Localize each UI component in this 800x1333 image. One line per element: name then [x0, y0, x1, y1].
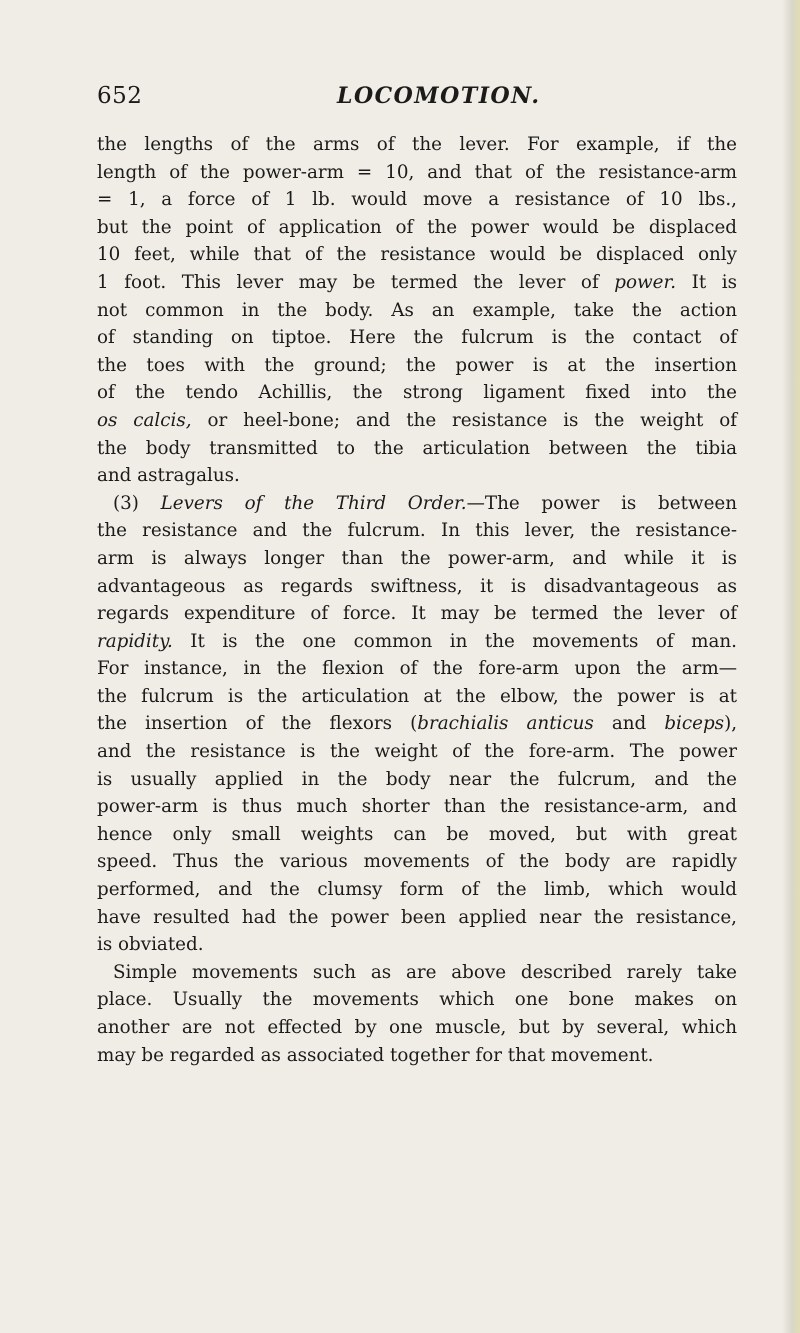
text-line [97, 297, 737, 325]
text-segment: hence only small weights can be moved, but with great [97, 823, 737, 845]
text-line [97, 600, 737, 628]
text-segment: advantageous as regards swiftness, it is disadvantageous as [97, 575, 737, 597]
text-line [97, 324, 737, 352]
text-line [97, 821, 737, 849]
text-line [97, 683, 737, 711]
text-line [97, 214, 737, 242]
text-segment: the toes with the ground; the power is at the insertion [97, 354, 737, 376]
text-segment: —The power is between [466, 492, 737, 514]
body-text [97, 131, 737, 1069]
text-segment: and astragalus. [97, 465, 240, 487]
text-segment: another are not effected by one muscle, but by several, which [97, 1017, 737, 1038]
text-segment: the resistance and the fulcrum. In this lever, the resistance- [97, 520, 737, 542]
text-segment: of standing on tiptoe. Here the fulcrum is the contact of [97, 327, 737, 349]
text-line [97, 876, 737, 904]
text-segment: the fulcrum is the articulation at the elbow, the power is at [97, 685, 737, 707]
text-line [97, 904, 737, 932]
text-line [97, 710, 737, 738]
text-line [97, 1042, 737, 1070]
text-segment: of the tendo Achillis, the strong ligament fixed into the [97, 382, 737, 404]
text-line [97, 931, 737, 959]
page-number: 652 [97, 83, 143, 109]
text-line [97, 435, 737, 463]
text-segment: ), [724, 713, 738, 735]
text-segment: It is [676, 271, 737, 293]
text-line [97, 1014, 737, 1042]
text-segment: performed, and the clumsy form of the limb, which would [97, 879, 737, 901]
text-line [97, 462, 737, 490]
italic-text-segment: os calcis, [97, 409, 192, 431]
text-line [97, 241, 737, 269]
text-line [97, 766, 737, 794]
text-segment: not common in the body. As an example, take the action [97, 299, 737, 321]
text-line [97, 269, 737, 297]
text-line [97, 379, 737, 407]
text-segment: have resulted had the power been applied near the resistance, [97, 906, 737, 928]
text-segment: the insertion of the flexors ( [97, 713, 418, 735]
text-line [97, 352, 737, 380]
text-segment: (3) [113, 492, 161, 514]
text-line [97, 959, 737, 987]
text-segment: or heel-bone; and the resistance is the weight of [191, 409, 737, 431]
text-segment: arm is always longer than the power-arm, and while it is [97, 547, 737, 569]
text-line [97, 738, 737, 766]
text-segment: It is the one common in the movements of man. [172, 630, 737, 652]
text-segment: is obviated. [97, 934, 204, 956]
text-line [97, 517, 737, 545]
text-line [97, 159, 737, 187]
italic-text-segment: brachialis anticus [417, 713, 594, 735]
text-line [97, 655, 737, 683]
text-segment: the body transmitted to the articulation between the tibia [97, 437, 737, 459]
text-segment: place. Usually the movements which one bone makes on [97, 989, 737, 1011]
text-segment: = 1, a force of 1 lb. would move a resistance of 10 lbs., [97, 189, 737, 211]
text-line [97, 848, 737, 876]
italic-text-segment: biceps [664, 713, 725, 735]
text-segment: length of the power-arm = 10, and that of the resistance-arm [97, 161, 737, 183]
text-line [97, 628, 737, 656]
text-segment: may be regarded as associated together for that movement. [97, 1044, 654, 1066]
italic-text-segment: rapidity. [97, 630, 173, 652]
text-segment: but the point of application of the power would be displaced [97, 216, 737, 238]
text-line [97, 186, 737, 214]
text-segment: Simple movements such as are above described rarely take [113, 961, 737, 983]
text-segment: regards expenditure of force. It may be termed the lever of [97, 603, 737, 625]
text-segment: For instance, in the flexion of the fore-arm upon the arm— [97, 658, 737, 680]
page-edge-shadow [782, 0, 800, 1333]
text-segment: power-arm is thus much shorter than the resistance-arm, and [97, 796, 737, 818]
text-segment: is usually applied in the body near the fulcrum, and the [97, 768, 737, 790]
text-segment: 1 foot. This lever may be termed the lever of [97, 271, 615, 293]
text-segment: and the resistance is the weight of the fore-arm. The power [97, 741, 737, 763]
text-line [97, 793, 737, 821]
text-line [97, 407, 737, 435]
italic-text-segment: power. [614, 271, 677, 293]
text-line [97, 986, 737, 1014]
text-line [97, 131, 737, 159]
text-segment: speed. Thus the various movements of the body are rapidly [97, 851, 737, 873]
running-head [97, 83, 737, 119]
text-line [97, 490, 737, 518]
text-segment: the lengths of the arms of the lever. For example, if the [97, 134, 737, 155]
running-title: LOCOMOTION. [337, 83, 541, 109]
italic-text-segment: Levers of the Third Order. [160, 492, 467, 514]
text-line [97, 573, 737, 601]
text-segment: and [593, 713, 665, 735]
text-segment: 10 feet, while that of the resistance would be displaced only [97, 244, 737, 266]
text-line [97, 545, 737, 573]
